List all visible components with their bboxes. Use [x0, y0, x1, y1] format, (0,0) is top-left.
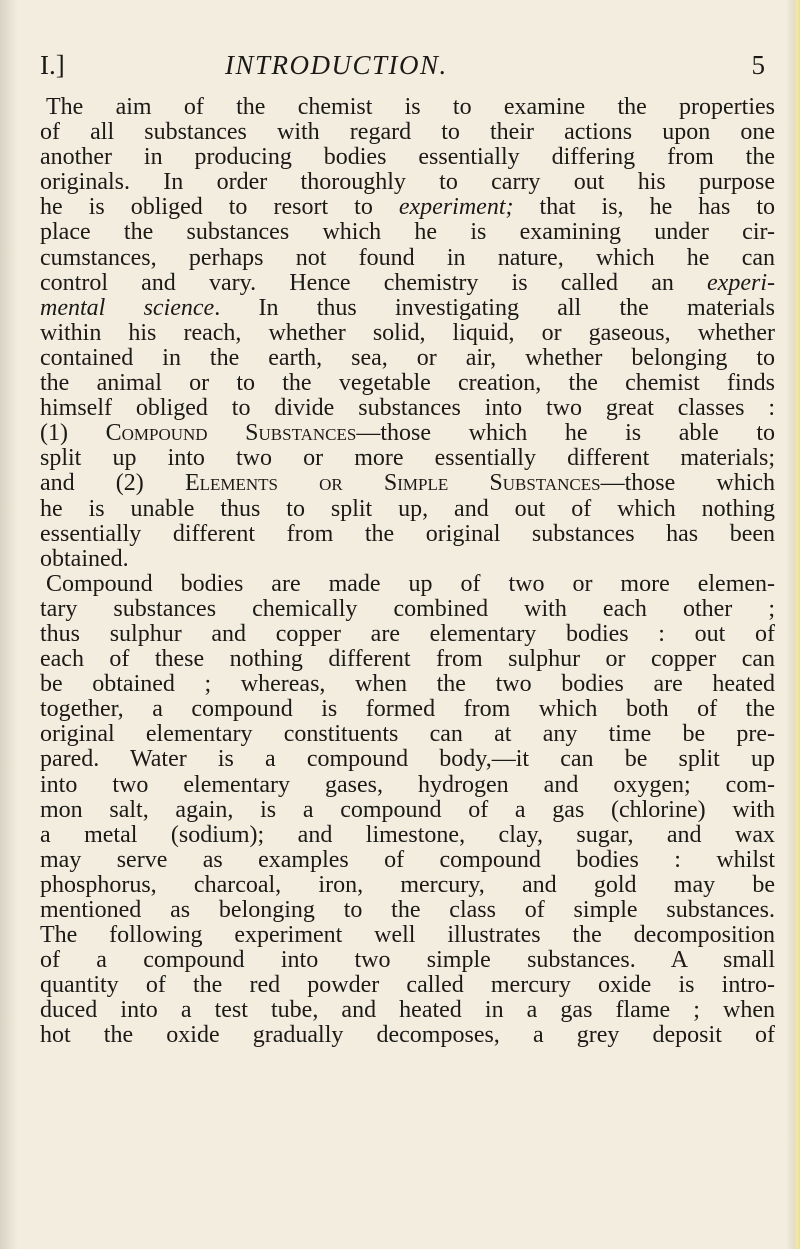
- italic-term: experi-: [707, 269, 775, 296]
- small-caps-term: Compound Substances: [105, 420, 357, 447]
- page-number: 5: [751, 50, 765, 80]
- text-line: phosphorus, charcoal, iron, mercury, and gold may be: [40, 871, 775, 898]
- italic-term: experiment;: [398, 194, 514, 221]
- text-line: himself obliged to divide substances into two great classes :: [40, 395, 775, 422]
- text-line: each of these nothing different from sulphur or copper can: [40, 646, 775, 673]
- text-line: and (2) Elements or Simple Substances—those which: [40, 470, 776, 497]
- text-line: he is obliged to resort to experiment; that is, he has to: [40, 194, 775, 221]
- text-line: control and vary. Hence chemistry is called an experi-: [40, 269, 775, 296]
- section-marker: I.]: [40, 50, 65, 80]
- text-line: quantity of the red powder called mercury oxide is intro-: [40, 972, 775, 999]
- text-line: together, a compound is formed from which both of the: [40, 696, 775, 723]
- running-header: [40, 50, 775, 90]
- text-line: Compound bodies are made up of two or more elemen-: [46, 570, 775, 597]
- text-line: split up into two or more essentially different materials;: [40, 445, 775, 472]
- text-line: a metal (sodium); and limestone, clay, sugar, and wax: [40, 821, 775, 848]
- text-line: original elementary constituents can at any time be pre-: [40, 721, 775, 748]
- text-line: mentioned as belonging to the class of simple substances.: [40, 897, 775, 923]
- text-line: tary substances chemically combined with each other ;: [40, 595, 775, 622]
- text-line: mental science. In thus investigating all the materials: [40, 294, 775, 321]
- text-line: into two elementary gases, hydrogen and oxygen; com-: [40, 771, 775, 798]
- text-line: (1) Compound Substances—those which he is able to: [40, 420, 775, 447]
- text-line: The following experiment well illustrates the decomposition: [40, 922, 775, 949]
- text-line: pared. Water is a compound body,—it can be split up: [40, 746, 775, 773]
- text-line: another in producing bodies essentially differing from the: [40, 144, 775, 171]
- text-line: obtained.: [40, 545, 129, 572]
- text-line: of all substances with regard to their actions upon one: [40, 119, 775, 146]
- text-line: mon salt, again, is a compound of a gas (chlorine) with: [40, 796, 775, 823]
- text-line: cumstances, perhaps not found in nature, which he can: [40, 244, 775, 271]
- text-line: within his reach, whether solid, liquid, or gaseous, whether: [40, 319, 775, 346]
- text-line: thus sulphur and copper are elementary bodies : out of: [40, 620, 775, 647]
- text-line: be obtained ; whereas, when the two bodies are heated: [40, 671, 775, 698]
- text-line: hot the oxide gradually decomposes, a grey deposit of: [40, 1022, 775, 1049]
- text-line: duced into a test tube, and heated in a gas flame ; when: [40, 997, 775, 1024]
- text-line: of a compound into two simple substances. A small: [40, 947, 775, 974]
- page-edge-left: [0, 0, 18, 1249]
- text-line: may serve as examples of compound bodies : whilst: [40, 846, 775, 873]
- text-line: originals. In order thoroughly to carry out his purpose: [40, 169, 775, 196]
- text-line: he is unable thus to split up, and out of which nothing: [40, 495, 775, 522]
- text-line: place the substances which he is examining under cir-: [40, 219, 775, 246]
- text-line: the animal or to the vegetable creation, the chemist finds: [40, 370, 775, 397]
- page-edge-right: [786, 0, 800, 1249]
- small-caps-term: Elements or Simple Substances: [184, 470, 601, 497]
- text-line: contained in the earth, sea, or air, whether belonging to: [40, 344, 775, 371]
- text-line: The aim of the chemist is to examine the properties: [46, 94, 775, 120]
- running-title: INTRODUCTION.: [225, 50, 448, 80]
- text-line: essentially different from the original substances has been: [40, 520, 775, 547]
- body-text: [40, 95, 775, 1049]
- italic-term: mental science: [40, 294, 215, 321]
